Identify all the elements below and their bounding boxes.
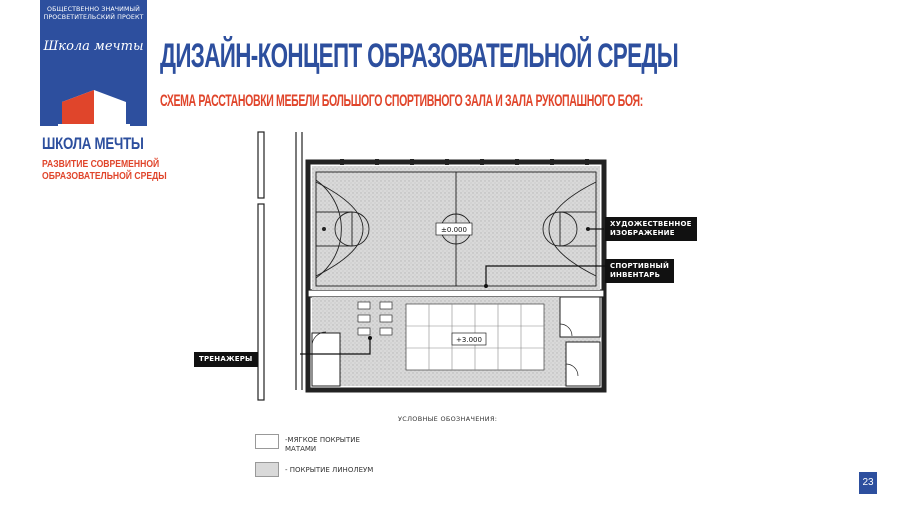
legend-mats-line2: МАТАМИ bbox=[285, 445, 317, 453]
brand-subtitle bbox=[42, 158, 167, 182]
page-title: ДИЗАЙН-КОНЦЕПТ ОБРАЗОВАТЕЛЬНОЙ СРЕДЫ bbox=[160, 37, 679, 75]
page-subtitle: СХЕМА РАССТАНОВКИ МЕБЕЛИ БОЛЬШОГО СПОРТИВНОГО ЗАЛА И ЗАЛА РУКОПАШНОГО БОЯ: bbox=[160, 91, 643, 110]
brand-subtitle-line2: ОБРАЗОВАТЕЛЬНОЙ СРЕДЫ bbox=[42, 170, 167, 182]
legend-swatch-mats bbox=[255, 434, 279, 449]
legend-mats-line1: -МЯГКОЕ ПОКРЫТИЕ bbox=[285, 436, 360, 444]
logo-mark-text: Школа мечты bbox=[43, 39, 144, 54]
legend-linoleum-text: - ПОКРЫТИЕ ЛИНОЛЕУМ bbox=[285, 466, 374, 474]
project-logo bbox=[40, 0, 147, 126]
callout-sport-equipment bbox=[605, 259, 674, 283]
logo-top-text: ОБЩЕСТВЕННО ЗНАЧИМЫЙ ПРОСВЕТИТЕЛЬСКИЙ ПРОЕКТ bbox=[43, 6, 144, 21]
callout-art-line1: ХУДОЖЕСТВЕННОЕ bbox=[610, 220, 692, 228]
callout-sport-line2: ИНВЕНТАРЬ bbox=[610, 271, 661, 279]
floor-plan bbox=[240, 128, 620, 403]
brand-subtitle-line1: РАЗВИТИЕ СОВРЕМЕННОЙ bbox=[42, 158, 160, 170]
legend-title: УСЛОВНЫЕ ОБОЗНАЧЕНИЯ: bbox=[398, 415, 498, 423]
level-marker-top: ±0.000 bbox=[441, 226, 467, 234]
school-house-icon bbox=[58, 88, 130, 126]
brand-name: ШКОЛА МЕЧТЫ bbox=[42, 134, 144, 153]
level-marker-bottom: +3.000 bbox=[456, 336, 482, 344]
callout-sport-line1: СПОРТИВНЫЙ bbox=[610, 262, 670, 270]
page-number: 23 bbox=[859, 472, 877, 494]
legend-mats-text bbox=[285, 436, 360, 454]
legend-swatch-linoleum bbox=[255, 462, 279, 477]
callout-art-image bbox=[605, 217, 697, 241]
left-wall-strip bbox=[258, 132, 264, 400]
callout-art-line2: ИЗОБРАЖЕНИЕ bbox=[610, 229, 675, 237]
callout-trainers: ТРЕНАЖЕРЫ bbox=[194, 352, 258, 367]
